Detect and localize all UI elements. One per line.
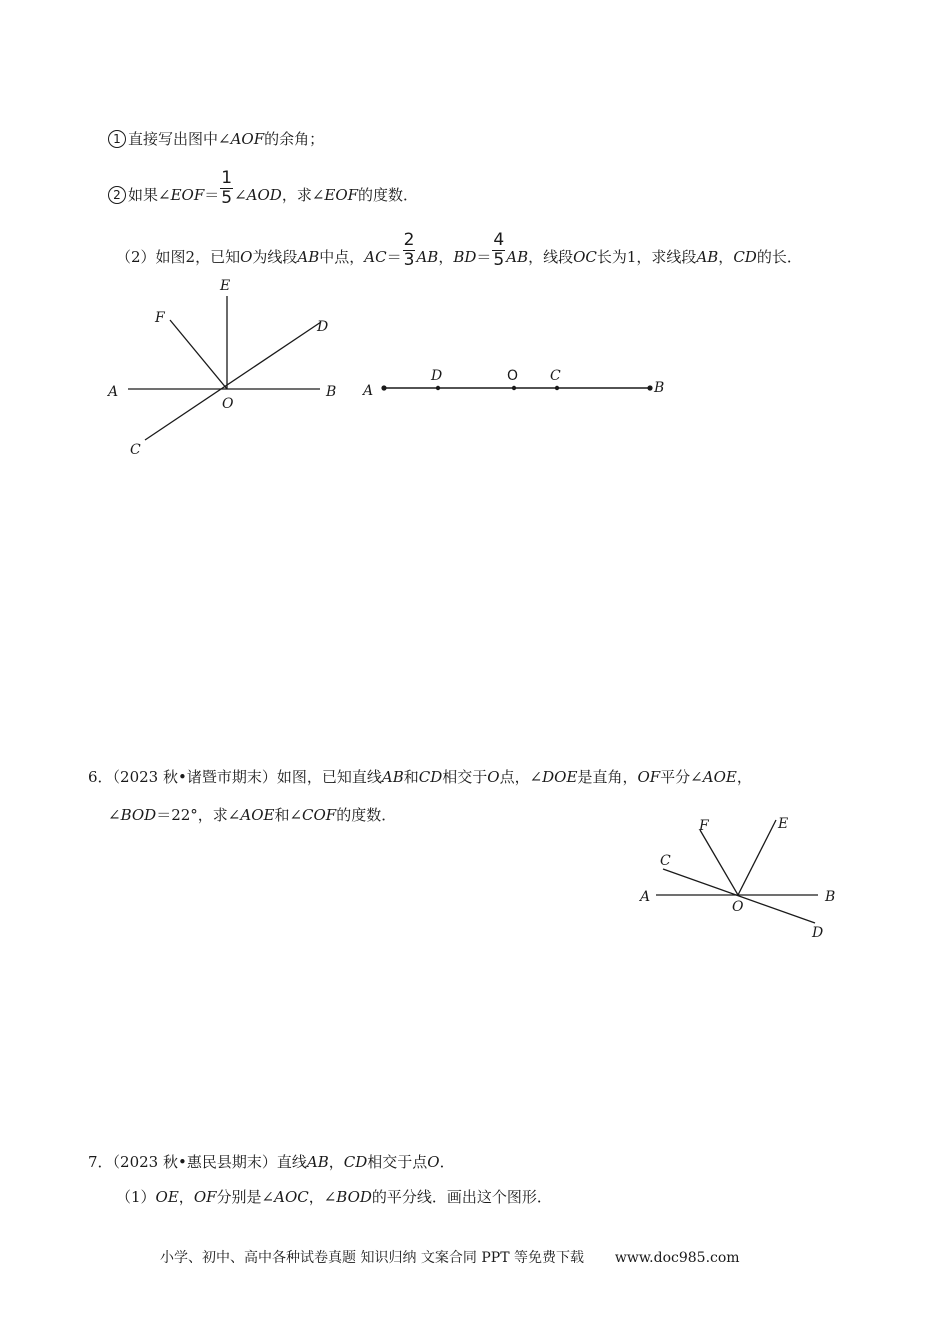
label-o: O — [507, 368, 519, 384]
footer-text: 小学、初中、高中各种试卷真题 知识归纳 文案合同 PPT 等免费下载 — [160, 1250, 584, 1266]
q6-source: （2023 秋•诸暨市期末） — [112, 768, 277, 786]
line-cd — [145, 322, 321, 440]
label-b: B — [654, 380, 665, 396]
q5-item2: 2 如果∠EOF＝ $\frac{1}{5}$ ∠AOD，求∠EOF的度数． — [108, 163, 418, 227]
label-e: E — [220, 278, 231, 294]
label-a: A — [363, 383, 374, 399]
q6-number: 6． — [88, 768, 113, 786]
label-c: C — [660, 853, 671, 869]
label-d: D — [317, 319, 329, 335]
fraction-two-thirds: $\frac{2}{3}$ — [403, 229, 415, 270]
ray-of — [170, 320, 227, 389]
q5-part2: （2）如图2，已知O为线段AB中点，AC＝ $\frac{2}{3}$ AB，BD＝ $\frac{4}{5}$ AB，线段OC长为1，求线段AB，CD的长． — [116, 229, 802, 270]
circled-marker: 2 — [108, 186, 126, 204]
footer-url[interactable]: www.doc985.com — [614, 1250, 740, 1266]
fraction-four-fifths: $\frac{4}{5}$ — [493, 229, 505, 270]
label-f: F — [699, 818, 709, 834]
label-c: C — [130, 442, 141, 458]
label-e: E — [778, 816, 789, 832]
q7-source: （2023 秋•惠民县期末） — [112, 1153, 277, 1171]
q5-item1: 1 直接写出图中∠AOF的余角； — [108, 128, 324, 149]
point-o — [512, 386, 516, 390]
figure-3-angles — [630, 805, 860, 945]
label-o: O — [222, 396, 234, 412]
ray-of — [700, 830, 738, 895]
label-d: D — [431, 368, 443, 384]
q7-line1: 7．（2023 秋•惠民县期末）直线AB，CD相交于点O． — [88, 1153, 455, 1171]
label-f: F — [155, 310, 165, 326]
label-a: A — [108, 384, 119, 400]
label-d: D — [812, 925, 824, 941]
footer — [160, 1247, 740, 1267]
figure-2-segment — [355, 360, 685, 410]
circled-marker: 1 — [108, 130, 126, 148]
q7-part1: （1）OE，OF分别是∠AOC，∠BOD的平分线．画出这个图形． — [116, 1188, 552, 1206]
label-a: A — [640, 889, 651, 905]
label-b: B — [825, 889, 836, 905]
label-c: C — [550, 368, 561, 384]
q6-line1: 6．（2023 秋•诸暨市期末）如图，已知直线AB和CD相交于O点，∠DOE是直角，OF平分∠AOE， — [88, 768, 752, 786]
figure-1-angles — [95, 270, 355, 470]
fraction-one-fifth: $\frac{1}{5}$ — [221, 167, 233, 208]
point-c — [555, 386, 559, 390]
q6-line2: ∠BOD＝22°，求∠AOE和∠COF的度数． — [108, 806, 397, 824]
point-b — [647, 385, 652, 390]
q7-number: 7． — [88, 1153, 113, 1171]
point-d — [436, 386, 440, 390]
label-o: O — [732, 899, 744, 915]
ray-oe — [738, 820, 776, 895]
label-b: B — [326, 384, 337, 400]
point-a — [381, 385, 386, 390]
